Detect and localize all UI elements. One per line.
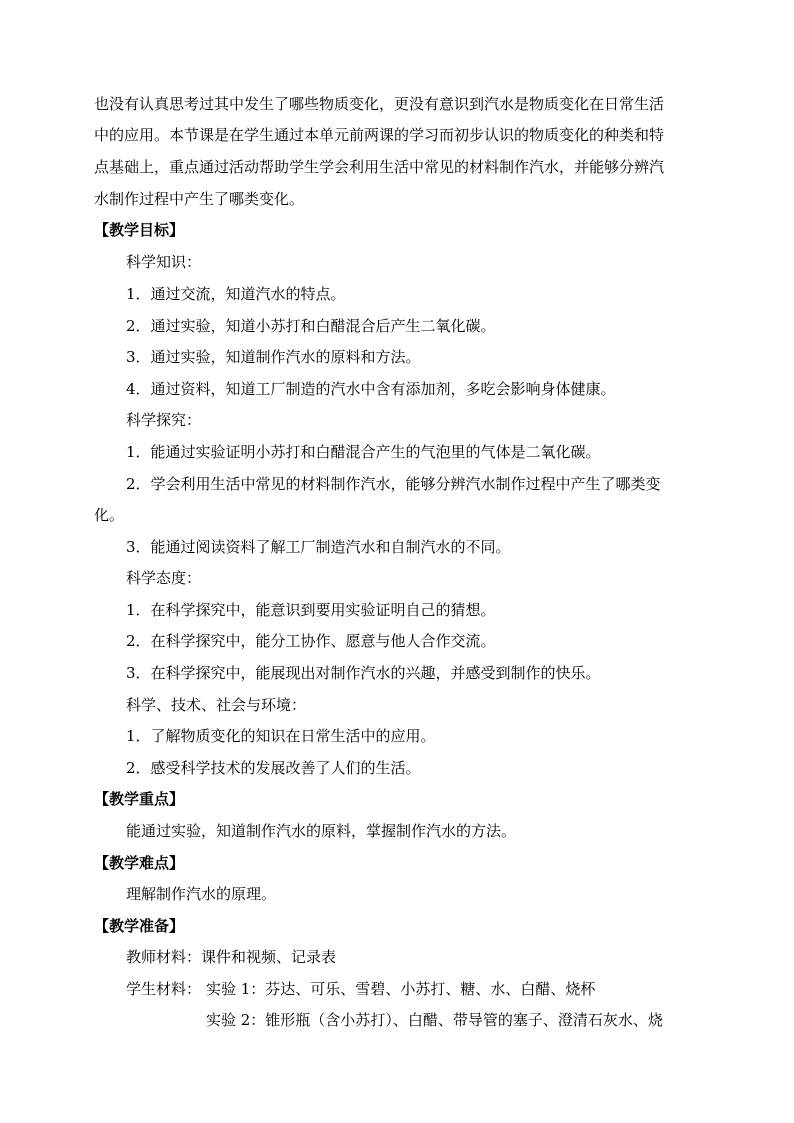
goals-heading: 【教学目标】 <box>94 221 185 239</box>
sts-item-1: 1．了解物质变化的知识在日常生活中的应用。 <box>126 727 436 745</box>
intro-line-4: 水制作过程中产生了哪类变化。 <box>94 190 305 208</box>
knowledge-item-4: 4．通过资料，知道工厂制造的汽水中含有添加剂，多吃会影响身体健康。 <box>126 380 616 398</box>
intro-line-2: 中的应用。本节课是在学生通过本单元前两课的学习而初步认识的物质变化的种类和特 <box>94 126 665 144</box>
attitude-item-3: 3．在科学探究中，能展现出对制作汽水的兴趣，并感受到制作的快乐。 <box>126 664 601 682</box>
preparation-heading: 【教学准备】 <box>94 917 185 935</box>
attitude-item-1: 1．在科学探究中，能意识到要用实验证明自己的猜想。 <box>126 601 496 619</box>
knowledge-item-1: 1．通过交流，知道汽水的特点。 <box>126 285 346 303</box>
inquiry-item-2-line-1: 2．学会利用生活中常见的材料制作汽水，能够分辨汽水制作过程中产生了哪类变 <box>126 475 661 493</box>
inquiry-item-3: 3．能通过阅读资料了解工厂制造汽水和自制汽水的不同。 <box>126 538 511 556</box>
attitude-label: 科学态度： <box>126 569 202 587</box>
inquiry-label: 科学探究： <box>126 411 202 429</box>
student-materials-exp-1: 实验 1：芬达、可乐、雪碧、小苏打、糖、水、白醋、烧杯 <box>206 980 596 998</box>
keypoints-heading: 【教学重点】 <box>94 790 185 808</box>
intro-line-3: 点基础上，重点通过活动帮助学生学会利用生活中常见的材料制作汽水，并能够分辨汽 <box>94 158 665 176</box>
inquiry-item-2-line-2: 化。 <box>94 506 125 524</box>
knowledge-item-2: 2．通过实验，知道小苏打和白醋混合后产生二氧化碳。 <box>126 317 496 335</box>
difficulties-heading: 【教学难点】 <box>94 854 185 872</box>
difficulties-text: 理解制作汽水的原理。 <box>126 885 277 903</box>
keypoints-text: 能通过实验，知道制作汽水的原料，掌握制作汽水的方法。 <box>126 822 517 840</box>
sts-label: 科学、技术、社会与环境： <box>126 696 307 714</box>
attitude-item-2: 2．在科学探究中，能分工协作、愿意与他人合作交流。 <box>126 632 496 650</box>
student-materials-label: 学生材料： <box>126 980 202 998</box>
student-materials-exp-2: 实验 2：锥形瓶（含小苏打）、白醋、带导管的塞子、澄清石灰水、烧 <box>206 1011 663 1029</box>
knowledge-label: 科学知识： <box>126 253 202 271</box>
inquiry-item-1: 1．能通过实验证明小苏打和白醋混合产生的气泡里的气体是二氧化碳。 <box>126 443 601 461</box>
knowledge-item-3: 3．通过实验，知道制作汽水的原料和方法。 <box>126 348 421 366</box>
sts-item-2: 2．感受科学技术的发展改善了人们的生活。 <box>126 759 421 777</box>
intro-line-1: 也没有认真思考过其中发生了哪些物质变化，更没有意识到汽水是物质变化在日常生活 <box>94 95 665 113</box>
teacher-materials: 教师材料：课件和视频、记录表 <box>126 948 337 966</box>
